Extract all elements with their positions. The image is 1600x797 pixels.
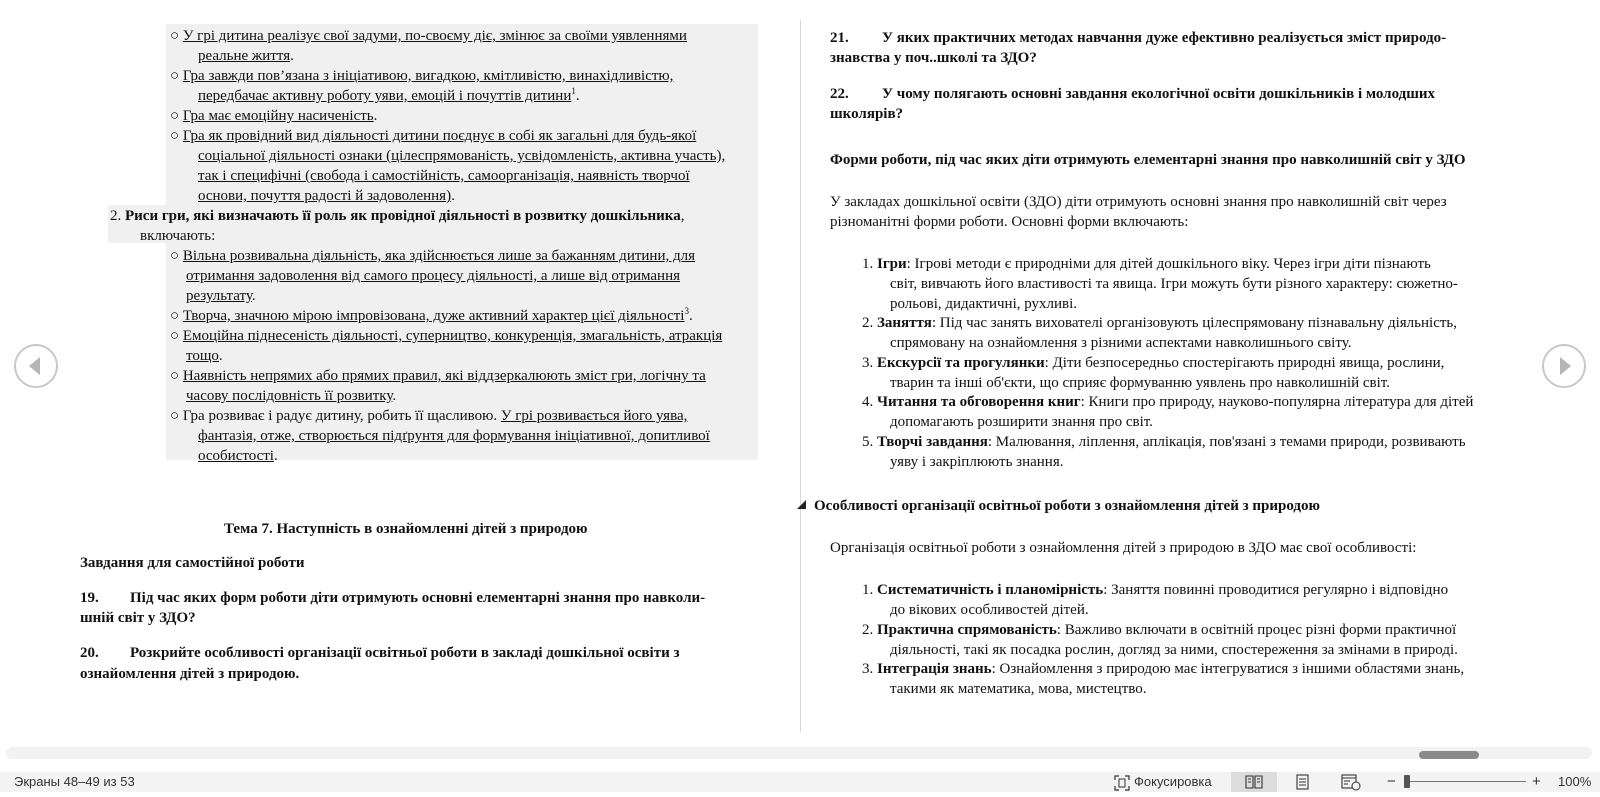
bullet-marker: ○ <box>170 308 183 324</box>
previous-page-button[interactable] <box>14 344 58 388</box>
item-text: такими як математика, мова, мистецтво. <box>890 681 1147 697</box>
item-text: : Малювання, ліплення, аплікація, пов'язані з темами природи, розвивають <box>987 434 1466 450</box>
book-icon <box>1231 772 1277 792</box>
tasks-heading: Завдання для самостійної роботи <box>80 555 305 571</box>
item-title: Екскурсії та прогулянки <box>877 355 1045 371</box>
item-number: 5. <box>862 434 874 450</box>
bullet-marker: ○ <box>170 408 183 424</box>
bullet-marker: ○ <box>170 248 183 264</box>
punct: , <box>680 208 685 224</box>
list-item-text: так і специфічні (свобода і самостійність, самоорганізація, наявність творчої <box>198 168 690 184</box>
item-text: : Книги про природу, науково-популярна література для дітей <box>1080 394 1474 410</box>
zoom-slider-thumb[interactable] <box>1404 775 1410 788</box>
bullet-marker: ○ <box>170 28 183 44</box>
item-text: світ, вивчають його властивості та явища. Ігри можуть бути різного характеру: сюжетно- <box>890 276 1458 292</box>
triangle-collapse-icon[interactable] <box>796 496 810 516</box>
footnote-ref[interactable]: 1 <box>571 86 576 96</box>
zoom-out-button[interactable]: − <box>1387 773 1396 790</box>
topic-heading: Тема 7. Наступність в ознайомленні дітей з природою <box>224 521 588 537</box>
bullet-marker: ○ <box>170 328 183 344</box>
zoom-slider-track[interactable] <box>1408 781 1526 782</box>
scrollbar-thumb[interactable] <box>1419 751 1479 759</box>
page-icon <box>1280 772 1326 792</box>
web-icon <box>1328 772 1374 792</box>
zoom-level[interactable]: 100% <box>1558 774 1592 789</box>
list-item-text: У грі розвивається його уява, <box>500 408 688 424</box>
item-number: 1. <box>862 256 874 272</box>
question-number: 19. <box>80 590 99 606</box>
question-text: знавства у поч..школі та ЗДО? <box>830 50 1037 66</box>
question-text: школярів? <box>830 106 904 122</box>
list-item-text: Вільна розвивальна діяльність, яка здійснюється лише за бажанням дитини, для <box>182 248 695 264</box>
next-page-button[interactable] <box>1542 344 1586 388</box>
item-text: рольові, дидактичні, рухливі. <box>890 296 1078 312</box>
paragraph-text: У закладах дошкільної освіти (ЗДО) діти отримують основні знання про навколишній світ через <box>830 194 1447 210</box>
item-text: : Під час занять вихователі організовують цілеспрямовану пізнавальну діяльність, <box>931 315 1457 331</box>
read-mode-button[interactable] <box>1231 772 1277 792</box>
question-text: Під час яких форм роботи діти отримують основні елементарні знання про навколи- <box>130 590 706 606</box>
list-item-text: отримання задоволення від самого процесу діяльності, а лише від отримання <box>186 268 680 284</box>
footnote-ref[interactable]: 3 <box>684 306 689 316</box>
print-layout-button[interactable] <box>1280 772 1326 792</box>
item-title: Творчі завдання <box>877 434 988 450</box>
list-item-text: Емоційна піднесеність діяльності, суперництво, конкуренція, змагальність, атракція <box>182 328 723 344</box>
list-item-text: Гра розвиває і радує дитину, робить її щасливою. <box>182 408 501 424</box>
item-text: спрямовану на ознайомлення з різними аспектами навколишнього світу. <box>890 335 1352 351</box>
zoom-in-button[interactable]: + <box>1532 773 1541 790</box>
item-text: : Ігрові методи є природніми для дітей дошкільного віку. Через ігри діти пізнають <box>906 256 1431 272</box>
punct: . <box>251 288 256 304</box>
item-title: Практична спрямованість <box>877 622 1057 638</box>
web-layout-button[interactable] <box>1328 772 1374 792</box>
collapsible-heading[interactable] <box>796 496 1320 516</box>
item-text: : Заняття повинні проводитися регулярно і відповідно <box>1103 582 1449 598</box>
item-number: 1. <box>862 582 874 598</box>
punct: . <box>290 48 294 64</box>
item-number: 3. <box>862 355 874 371</box>
bullet-marker: ○ <box>170 108 183 124</box>
list-item-text: часову послідовність її розвитку <box>186 388 393 404</box>
left-page <box>70 0 776 746</box>
question-text: У чому полягають основні завдання екологічної освіти дошкільників і молодших <box>882 86 1436 102</box>
scrollbar-track[interactable] <box>6 747 1592 759</box>
question-text: Розкрийте особливості організації освітньої роботи в закладі дошкільної освіти з <box>130 645 680 661</box>
list-item-text: фантазія, отже, створюється підґрунтя для формування ініціативної, допитливої <box>198 428 710 444</box>
list-item-text: Наявність непрямих або прямих правил, які віддзеркалюють зміст гри, логічну та <box>182 368 706 384</box>
item-title: Інтеграція знань <box>877 661 992 677</box>
item-number: 2. <box>110 208 122 224</box>
status-bar <box>0 772 1600 792</box>
item-number: 4. <box>862 394 874 410</box>
focus-mode-button[interactable] <box>1114 772 1212 792</box>
item-text: включають: <box>140 228 216 244</box>
punct: . <box>218 348 223 364</box>
bullet-marker: ○ <box>170 128 183 144</box>
bullet-marker: ○ <box>170 68 183 84</box>
item-title: Заняття <box>877 315 932 331</box>
question-text: ознайомлення дітей з природою. <box>80 666 300 682</box>
question-text: шній світ у ЗДО? <box>80 610 196 626</box>
question-number: 20. <box>80 645 99 661</box>
punct: . <box>451 188 455 204</box>
punct: . <box>273 448 278 464</box>
section-heading: Форми роботи, під час яких діти отримують елементарні знання про навколишній світ у ЗДО <box>830 152 1466 168</box>
list-item-text: Гра як провідний вид діяльності дитини поєднує в собі як загальні для будь-якої <box>182 128 697 144</box>
horizontal-scrollbar[interactable] <box>0 746 1600 760</box>
item-title: Систематичність і планомірність <box>877 582 1104 598</box>
question-number: 21. <box>830 30 849 46</box>
item-text: допомагають розширити знання про світ. <box>890 414 1153 430</box>
list-item-text: результату <box>186 288 252 304</box>
list-item-text: основи, почуття радості й задоволення) <box>198 188 452 204</box>
focus-icon <box>1114 775 1130 791</box>
item-number: 3. <box>862 661 874 677</box>
item-title: Риси гри, які визначають її роль як провідної діяльності в розвитку дошкільника <box>125 208 681 224</box>
paragraph-text: Організація освітньої роботи з ознайомлення дітей з природою в ЗДО має свої особливості: <box>830 540 1417 556</box>
focus-label: Фокусировка <box>1134 774 1212 789</box>
punct: . <box>373 108 378 124</box>
item-text: уяву і закріплюють знання. <box>890 454 1064 470</box>
item-text: : Ознайомлення з природою має інтегруватися з іншими областями знань, <box>991 661 1465 677</box>
paragraph-text: різноманітні форми роботи. Основні форми включають: <box>830 214 1189 230</box>
item-text: тварин та інші об'єкти, що сприяє формуванню уявлень про навколишній світ. <box>890 375 1390 391</box>
chevron-left-icon <box>16 346 56 386</box>
list-item-text: тощо <box>186 348 219 364</box>
item-title: Читання та обговорення книг <box>877 394 1081 410</box>
item-text: : Важливо включати в освітній процес різні форми практичної <box>1056 622 1457 638</box>
list-item-text: Гра має емоційну насиченість <box>182 108 374 124</box>
list-item-text: соціальної діяльності ознаки (цілеспрямованість, усвідомленість, активна участь), <box>198 148 726 164</box>
list-item-text: Гра завжди пов’язана з ініціативою, вигадкою, кмітливістю, винахідливістю, <box>182 68 674 84</box>
item-text: до вікових особливостей дітей. <box>890 602 1089 618</box>
item-number: 2. <box>862 315 874 331</box>
list-item-text: передбачає активну роботу уяви, емоцій і почуттів дитини <box>198 88 572 104</box>
punct: . <box>392 388 397 404</box>
punct: . <box>575 88 580 104</box>
screens-counter[interactable]: Экраны 48–49 из 53 <box>14 774 135 789</box>
list-item-text: реальне життя <box>198 48 291 64</box>
section-heading: Особливості організації освітньої роботи з ознайомлення дітей з природою <box>814 498 1320 514</box>
question-text: У яких практичних методах навчання дуже ефективно реалізується зміст природо- <box>882 30 1447 46</box>
item-title: Ігри <box>877 256 907 272</box>
punct: . <box>688 308 693 324</box>
item-text: : Діти безпосередньо спостерігають природні явища, рослини, <box>1044 355 1445 371</box>
right-page <box>804 0 1524 746</box>
item-text: діяльності, такі як посадка рослин, догляд за ними, спостереження за змінами в природі. <box>890 642 1458 658</box>
list-item-text: У грі дитина реалізує свої задуми, по-своєму діє, змінює за своїми уявленнями <box>182 28 687 44</box>
list-item-text: Творча, значною мірою імпровізована, дуже активний характер цієї діяльності <box>182 308 685 324</box>
bullet-marker: ○ <box>170 368 183 384</box>
question-number: 22. <box>830 86 849 102</box>
list-item-text: особистості <box>198 448 274 464</box>
page-divider <box>800 20 801 732</box>
chevron-right-icon <box>1544 346 1584 386</box>
item-number: 2. <box>862 622 874 638</box>
